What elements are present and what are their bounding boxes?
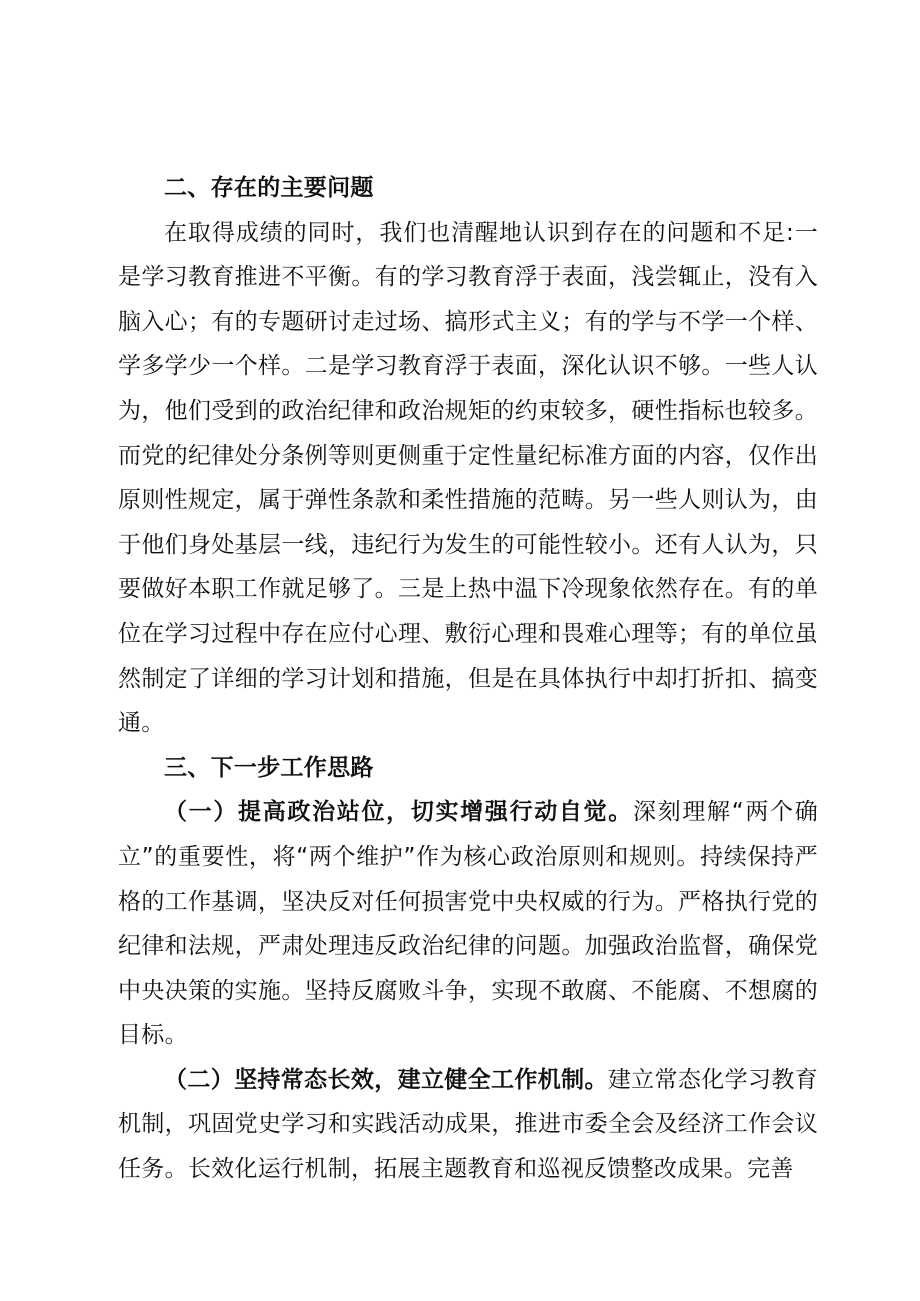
problems-paragraph: 在取得成绩的同时，我们也清醒地认识到存在的问题和不足:一是学习教育推进不平衡。有的学习教育浮于表面，浅尝辄止，没有入脑入心；有的专题研讨走过场、搞形式主义；有的学与不学一个样、学多学少一个样。二是学习教育浮于表面，深化认识不够。一些人认为，他们受到的政治纪律和政治规矩的约束较多，硬性指标也较多。而党的纪律处分条例等则更侧重于定性量纪标准方面的内容，仅作出原则性规定，属于弹性条款和柔性措施的范畴。另一些人则认为，由于他们身处基层一线，违纪行为发生的可能性较小。还有人认为，只要做好本职工作就足够了。三是上热中温下冷现象依然存在。有的单位在学习过程中存在应付心理、敷衍心理和畏难心理等；有的单位虽然制定了详细的学习计划和措施，但是在具体执行中却打折扣、搞变通。 [118,219,818,737]
next-step-item-1-body: 深刻理解“两个确立”的重要性，将“两个维护”作为核心政治原则和规则。持续保持严格的工作基调，坚决反对任何损害党中央权威的行为。严格执行党的纪律和法规，严肃处理违反政治纪律的问题。加强政治监督，确保党中央决策的实施。坚持反腐败斗争，实现不敢腐、不能腐、不想腐的目标。 [118,799,818,1049]
next-step-item-2-body: 建立常态化学习教育机制，巩固党史学习和实践活动成果，推进市委全会及经济工作会议任务。长效化运行机制，拓展主题教育和巡视反馈整改成果。完善 [118,1066,819,1183]
section-heading-problems: 二、存在的主要问题 [164,175,374,201]
section-heading-next-steps: 三、下一步工作思路 [164,754,374,781]
document-body [118,166,818,1192]
next-step-item-1-lead: （一）提高政治站位，切实增强行动自觉。 [164,799,633,826]
next-step-item-2-lead: （二）坚持常态长效，建立健全工作机制。 [164,1066,608,1093]
next-step-item-2 [118,1058,818,1192]
next-step-item-1 [118,790,818,1058]
